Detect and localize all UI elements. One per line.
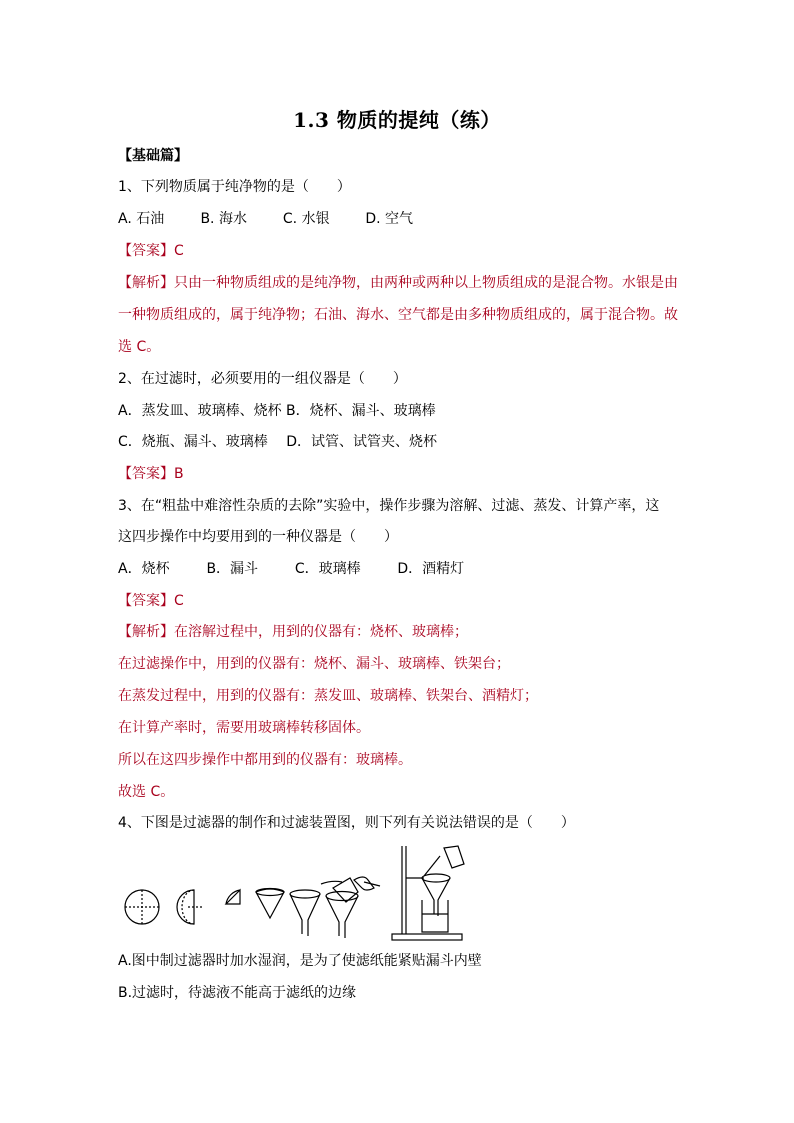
q3-stem-line-1: 3、在“粗盐中难溶性杂质的去除”实验中，操作步骤为溶解、过滤、蒸发、计算产率，这 [118, 498, 660, 514]
q2-stem: 2、在过滤时，必须要用的一组仪器是（ ） [118, 371, 407, 387]
filtration-stand [392, 846, 464, 940]
q4-option-b: B.过滤时，待滤液不能高于滤纸的边缘 [118, 985, 357, 1001]
q1-option-a: A. 石油 [118, 211, 165, 227]
q1-option-d: D. 空气 [365, 211, 414, 227]
filter-paper-half [177, 890, 204, 924]
q1-stem: 1、下列物质属于纯净物的是（ ） [118, 179, 351, 195]
filter-paper-quarter [226, 890, 240, 904]
q1-analysis-line-3: 选 C。 [118, 339, 161, 355]
q3-option-d: D．酒精灯 [397, 561, 465, 577]
q3-option-a: A．烧杯 [118, 561, 170, 577]
q3-option-b: B．漏斗 [206, 561, 259, 577]
filter-paper-circle [125, 890, 159, 924]
q4-option-a: A.图中制过滤器时加水湿润，是为了使滤纸能紧贴漏斗内壁 [118, 953, 482, 969]
q2-answer: 【答案】B [118, 466, 184, 482]
q1-options [118, 209, 413, 229]
q2-options-line-1: A．蒸发皿、玻璃棒、烧杯 B．烧杯、漏斗、玻璃棒 [118, 403, 436, 419]
q1-answer: 【答案】C [118, 243, 184, 259]
q2-options-line-2: C．烧瓶、漏斗、玻璃棒 D．试管、试管夹、烧杯 [118, 434, 438, 450]
page-title: 1.3 物质的提纯（练） [293, 108, 501, 132]
q3-answer: 【答案】C [118, 593, 184, 609]
q1-analysis-line-2: 一种物质组成的，属于纯净物；石油、海水、空气都是由多种物质组成的，属于混合物。故 [118, 307, 678, 323]
q3-analysis-line-1: 【解析】在溶解过程中，用到的仪器有：烧杯、玻璃棒； [118, 624, 468, 640]
q3-option-c: C．玻璃棒 [294, 561, 361, 577]
section-heading: 【基础篇】 [118, 148, 188, 164]
q3-analysis-line-3: 在蒸发过程中，用到的仪器有：蒸发皿、玻璃棒、铁架台、酒精灯； [118, 688, 538, 704]
q3-stem-line-2: 这四步操作中均要用到的一种仪器是（ ） [118, 529, 398, 545]
q1-analysis-line-1: 【解析】只由一种物质组成的是纯净物，由两种或两种以上物质组成的是混合物。水银是由 [118, 275, 678, 291]
filter-apparatus-figure [118, 842, 558, 942]
wash-bottle-funnel [321, 877, 380, 938]
q3-analysis-line-4: 在计算产率时，需要用玻璃棒转移固体。 [118, 720, 370, 736]
q4-stem: 4、下图是过滤器的制作和过滤装置图，则下列有关说法错误的是（ ） [118, 815, 575, 831]
q3-analysis-line-2: 在过滤操作中，用到的仪器有：烧杯、漏斗、玻璃棒、铁架台； [118, 656, 510, 672]
filter-paper-cone [256, 889, 284, 919]
q3-analysis-line-5: 所以在这四步操作中都用到的仪器有：玻璃棒。 [118, 752, 412, 768]
q1-option-c: C. 水银 [282, 211, 330, 227]
funnel [290, 890, 320, 936]
q1-option-b: B. 海水 [200, 211, 247, 227]
q3-analysis-line-6: 故选 C。 [118, 784, 175, 800]
q3-options [118, 559, 464, 579]
